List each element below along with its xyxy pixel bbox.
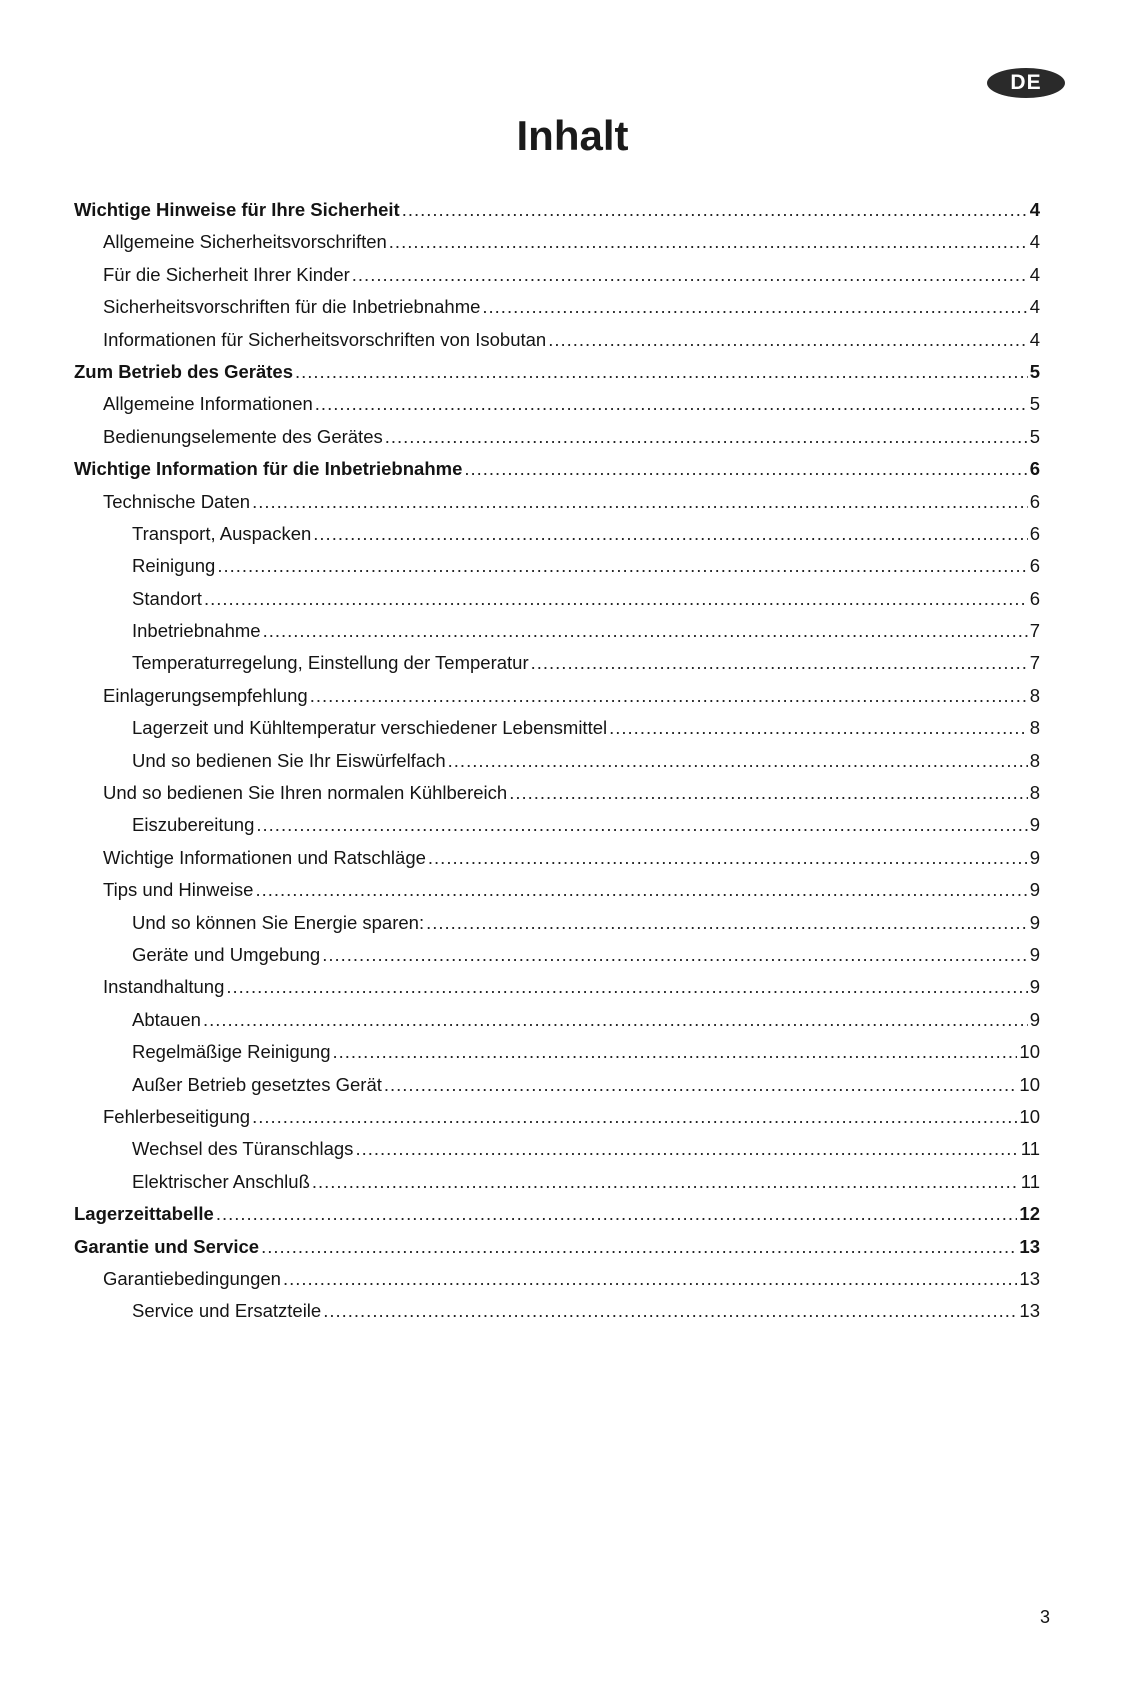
toc-entry-page: 4: [1029, 328, 1040, 350]
toc-dot-leader: [203, 1009, 1028, 1031]
toc-entry: [74, 912, 1040, 944]
toc-entry-title: Technische Daten: [103, 490, 251, 512]
toc-entry-title: Wichtige Hinweise für Ihre Sicherheit: [74, 199, 400, 220]
toc-entry-page: 4: [1029, 263, 1040, 285]
language-badge-label: DE: [1010, 71, 1042, 94]
toc-entry: [74, 1041, 1040, 1073]
toc-dot-leader: [402, 199, 1028, 221]
toc-entry-title: Bedienungselemente des Gerätes: [103, 425, 383, 447]
toc-dot-leader: [204, 588, 1028, 610]
toc-entry-page: 5: [1029, 393, 1040, 415]
toc-entry-title: Und so bedienen Sie Ihr Eiswürfelfach: [132, 749, 446, 771]
toc-entry-title: Regelmäßige Reinigung: [132, 1041, 331, 1063]
toc-entry-title: Instandhaltung: [103, 976, 225, 998]
toc-entry-page: 6: [1029, 555, 1040, 577]
toc-entry-title: Lagerzeit und Kühltemperatur verschiedener Lebensmittel: [132, 717, 608, 739]
toc-entry-page: 8: [1029, 684, 1040, 706]
toc-entry: [74, 1300, 1040, 1332]
toc-entry-title: Wechsel des Türanschlags: [132, 1138, 354, 1160]
toc-entry: [74, 652, 1040, 684]
toc-dot-leader: [263, 620, 1028, 642]
toc-dot-leader: [428, 847, 1028, 869]
toc-entry-title: Zum Betrieb des Gerätes: [74, 360, 293, 382]
toc-entry-page: 6: [1029, 587, 1040, 609]
toc-entry: [74, 750, 1040, 782]
toc-entry: [74, 782, 1040, 814]
toc-entry-page: 10: [1019, 1105, 1040, 1127]
toc-entry-page: 7: [1029, 652, 1040, 674]
toc-entry-page: 11: [1020, 1170, 1040, 1192]
toc-entry: [74, 879, 1040, 911]
toc-entry-title: Garantie und Service: [74, 1235, 260, 1257]
toc-dot-leader: [322, 944, 1027, 966]
toc-dot-leader: [482, 296, 1027, 318]
toc-entry-title: Für die Sicherheit Ihrer Kinder: [103, 263, 350, 285]
toc-entry-page: 8: [1029, 749, 1040, 771]
toc-entry: [74, 393, 1040, 425]
toc-dot-leader: [226, 976, 1027, 998]
toc-entry-title: Eiszubereitung: [132, 814, 255, 836]
toc-dot-leader: [310, 685, 1028, 707]
toc-entry: [74, 264, 1040, 296]
toc-entry-title: Transport, Auspacken: [132, 522, 312, 544]
toc-entry: [74, 426, 1040, 458]
toc-entry: [74, 296, 1040, 328]
toc-entry-title: Und so bedienen Sie Ihren normalen Kühlbereich: [103, 782, 508, 804]
toc-entry-page: 4: [1029, 199, 1040, 220]
toc-entry-title: Service und Ersatzteile: [132, 1300, 322, 1322]
toc-entry-page: 8: [1029, 782, 1040, 804]
toc-entry: [74, 523, 1040, 555]
toc-entry-page: 5: [1029, 360, 1040, 382]
toc-entry-page: 9: [1029, 879, 1040, 901]
toc-entry-title: Allgemeine Informationen: [103, 393, 313, 415]
toc-entry-title: Fehlerbeseitigung: [103, 1105, 251, 1127]
toc-dot-leader: [332, 1041, 1017, 1063]
toc-entry-page: 4: [1029, 296, 1040, 318]
toc-dot-leader: [464, 458, 1027, 480]
toc-dot-leader: [323, 1300, 1017, 1322]
toc-entry: [74, 1171, 1040, 1203]
toc-entry-page: 13: [1019, 1235, 1040, 1257]
toc-entry-title: Und so können Sie Energie sparen:: [132, 911, 425, 933]
toc-entry-page: 9: [1029, 943, 1040, 965]
table-of-contents: [74, 199, 1040, 1333]
toc-entry: [74, 976, 1040, 1008]
toc-dot-leader: [509, 782, 1028, 804]
toc-entry-title: Allgemeine Sicherheitsvorschriften: [103, 231, 387, 253]
toc-entry: [74, 1268, 1040, 1300]
toc-dot-leader: [531, 652, 1028, 674]
toc-entry-title: Reinigung: [132, 555, 216, 577]
toc-entry-page: 9: [1029, 1008, 1040, 1030]
toc-entry-title: Elektrischer Anschluß: [132, 1170, 310, 1192]
toc-entry-page: 5: [1029, 425, 1040, 447]
toc-entry: [74, 814, 1040, 846]
toc-dot-leader: [312, 1171, 1019, 1193]
toc-entry: [74, 717, 1040, 749]
toc-entry-title: Wichtige Informationen und Ratschläge: [103, 846, 426, 868]
toc-dot-leader: [609, 717, 1028, 739]
toc-dot-leader: [384, 1074, 1018, 1096]
toc-dot-leader: [315, 393, 1028, 415]
toc-entry-title: Sicherheitsvorschriften für die Inbetriebnahme: [103, 296, 481, 318]
toc-entry: [74, 944, 1040, 976]
toc-entry: [74, 847, 1040, 879]
toc-dot-leader: [355, 1138, 1018, 1160]
toc-entry: [74, 361, 1040, 393]
toc-entry: [74, 231, 1040, 263]
toc-entry: [74, 491, 1040, 523]
toc-entry-page: 9: [1029, 976, 1040, 998]
toc-entry-page: 10: [1019, 1073, 1040, 1095]
page-title: Inhalt: [516, 112, 629, 159]
toc-dot-leader: [295, 361, 1028, 383]
toc-entry-page: 13: [1019, 1300, 1040, 1322]
toc-entry-title: Wichtige Information für die Inbetriebnahme: [74, 458, 463, 480]
toc-entry: [74, 1203, 1040, 1235]
toc-entry-title: Abtauen: [132, 1008, 201, 1030]
toc-entry: [74, 1009, 1040, 1041]
toc-entry-title: Inbetriebnahme: [132, 620, 261, 642]
toc-entry-title: Außer Betrieb gesetztes Gerät: [132, 1073, 382, 1095]
toc-entry-page: 9: [1029, 911, 1040, 933]
toc-entry-title: Informationen für Sicherheitsvorschriften von Isobutan: [103, 328, 547, 350]
toc-dot-leader: [217, 555, 1027, 577]
toc-entry-title: Temperaturregelung, Einstellung der Temperatur: [132, 652, 529, 674]
toc-entry: [74, 329, 1040, 361]
toc-dot-leader: [256, 814, 1027, 836]
toc-entry-page: 6: [1029, 458, 1040, 480]
toc-entry: [74, 1138, 1040, 1170]
toc-entry: [74, 555, 1040, 587]
toc-dot-leader: [261, 1236, 1017, 1258]
toc-entry-page: 8: [1029, 717, 1040, 739]
toc-entry: [74, 1106, 1040, 1138]
toc-dot-leader: [252, 1106, 1017, 1128]
toc-entry-page: 7: [1029, 620, 1040, 642]
toc-dot-leader: [216, 1203, 1018, 1225]
toc-entry-page: 4: [1029, 231, 1040, 253]
toc-dot-leader: [252, 491, 1028, 513]
language-badge: [987, 68, 1065, 98]
toc-dot-leader: [548, 329, 1027, 351]
toc-entry-page: 9: [1029, 846, 1040, 868]
toc-dot-leader: [313, 523, 1027, 545]
toc-entry: [74, 458, 1040, 490]
toc-entry-title: Einlagerungsempfehlung: [103, 684, 308, 706]
toc-entry: [74, 685, 1040, 717]
toc-entry-title: Lagerzeittabelle: [74, 1203, 214, 1225]
toc-entry-title: Geräte und Umgebung: [132, 943, 321, 965]
toc-dot-leader: [385, 426, 1028, 448]
toc-entry-page: 9: [1029, 814, 1040, 836]
toc-entry: [74, 620, 1040, 652]
toc-entry-page: 6: [1029, 522, 1040, 544]
toc-dot-leader: [255, 879, 1027, 901]
toc-entry: [74, 1074, 1040, 1106]
toc-entry-page: 13: [1019, 1267, 1040, 1289]
toc-entry-page: 10: [1019, 1041, 1040, 1063]
toc-dot-leader: [352, 264, 1028, 286]
page-number: 3: [1040, 1607, 1051, 1627]
toc-entry: [74, 588, 1040, 620]
toc-dot-leader: [283, 1268, 1017, 1290]
toc-entry-title: Tips und Hinweise: [103, 879, 254, 901]
toc-entry: [74, 199, 1040, 231]
toc-entry-page: 11: [1020, 1138, 1040, 1160]
toc-dot-leader: [448, 750, 1028, 772]
toc-entry: [74, 1236, 1040, 1268]
toc-dot-leader: [426, 912, 1028, 934]
toc-entry-title: Garantiebedingungen: [103, 1267, 281, 1289]
toc-entry-page: 6: [1029, 490, 1040, 512]
toc-entry-page: 12: [1019, 1203, 1040, 1225]
toc-entry-title: Standort: [132, 587, 202, 609]
toc-dot-leader: [389, 231, 1028, 253]
